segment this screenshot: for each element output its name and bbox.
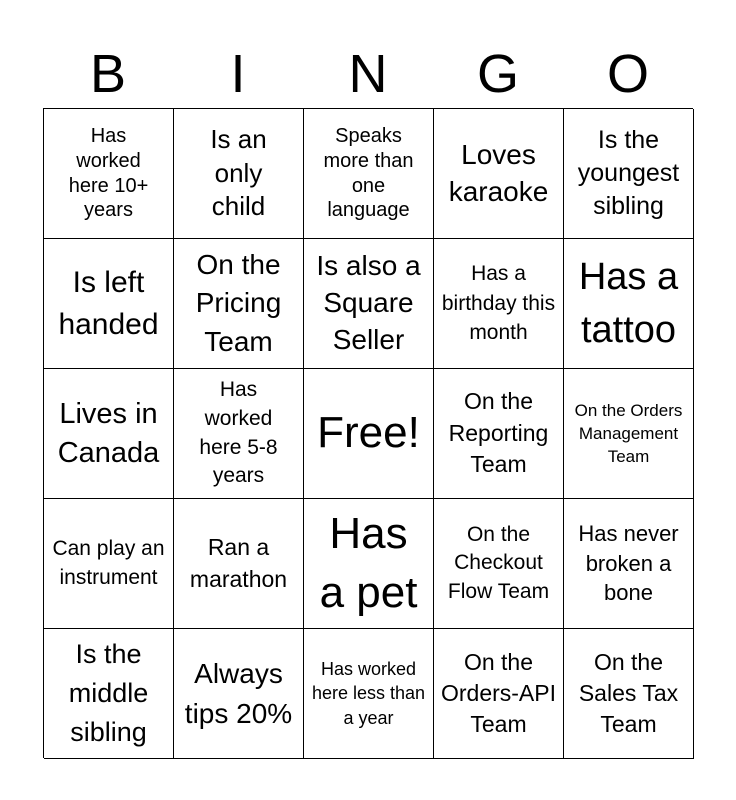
- bingo-cell-r3-c1[interactable]: [44, 369, 174, 499]
- cell-text: Has a tattoo: [578, 256, 679, 351]
- cell-text: Free!: [317, 408, 420, 458]
- cell-text: On the Checkout Flow Team: [447, 522, 550, 603]
- cell-text: Has worked here 10+ years: [68, 124, 149, 222]
- bingo-cell-r4-c4[interactable]: [434, 499, 564, 629]
- bingo-board: [43, 108, 693, 758]
- bingo-cell-r3-c5[interactable]: [564, 369, 694, 499]
- cell-text: On the Orders-API Team: [440, 649, 557, 737]
- bingo-cell-r1-c3[interactable]: [304, 109, 434, 239]
- cell-text: Has worked here 5-8 years: [199, 378, 278, 488]
- cell-text: Lives in Canada: [57, 398, 160, 469]
- cell-text: Is the youngest sibling: [577, 126, 680, 220]
- cell-text: Is an only child: [210, 123, 267, 222]
- header-letter-b: B: [89, 44, 127, 104]
- header-letter-n: N: [348, 44, 388, 104]
- cell-text: Has worked here less than a year: [311, 659, 426, 728]
- bingo-cell-r4-c1[interactable]: [44, 499, 174, 629]
- bingo-cell-r2-c3[interactable]: [304, 239, 434, 369]
- bingo-cell-r2-c5[interactable]: [564, 239, 694, 369]
- cell-text: On the Pricing Team: [195, 248, 282, 357]
- bingo-cell-r3-c4[interactable]: [434, 369, 564, 499]
- bingo-cell-r4-c3[interactable]: [304, 499, 434, 629]
- cell-text: Loves karaoke: [448, 139, 549, 207]
- cell-text: On the Orders Management Team: [574, 400, 683, 467]
- header-letter-g: G: [476, 44, 519, 104]
- cell-text: Has a pet: [319, 509, 418, 617]
- header-letter-i: I: [230, 44, 246, 104]
- bingo-cell-r4-c2[interactable]: [174, 499, 304, 629]
- bingo-cell-r3-c3[interactable]: [304, 369, 434, 499]
- bingo-cell-r1-c4[interactable]: [434, 109, 564, 239]
- header-letter-o: O: [606, 44, 649, 104]
- cell-text: Has a birthday this month: [441, 261, 556, 345]
- bingo-cell-r1-c5[interactable]: [564, 109, 694, 239]
- bingo-cell-r4-c5[interactable]: [564, 499, 694, 629]
- bingo-cell-r5-c2[interactable]: [174, 629, 304, 759]
- bingo-cell-r5-c5[interactable]: [564, 629, 694, 759]
- bingo-cell-r1-c2[interactable]: [174, 109, 304, 239]
- cell-text: Has never broken a bone: [578, 521, 679, 606]
- bingo-cell-r2-c2[interactable]: [174, 239, 304, 369]
- bingo-cell-r3-c2[interactable]: [174, 369, 304, 499]
- cell-text: Ran a marathon: [189, 534, 288, 592]
- cell-text: On the Sales Tax Team: [578, 649, 679, 737]
- bingo-cell-r5-c4[interactable]: [434, 629, 564, 759]
- bingo-cell-r5-c3[interactable]: [304, 629, 434, 759]
- bingo-cell-r1-c1[interactable]: [44, 109, 174, 239]
- cell-text: Always tips 20%: [184, 658, 293, 729]
- cell-text: On the Reporting Team: [448, 387, 549, 478]
- cell-text: Speaks more than one language: [323, 124, 414, 222]
- cell-text: Is left handed: [58, 266, 159, 341]
- bingo-cell-r2-c1[interactable]: [44, 239, 174, 369]
- cell-text: Is the middle sibling: [68, 638, 149, 748]
- bingo-cell-r5-c1[interactable]: [44, 629, 174, 759]
- bingo-cell-r2-c4[interactable]: [434, 239, 564, 369]
- cell-text: Can play an instrument: [52, 536, 165, 589]
- bingo-header: [43, 40, 693, 108]
- cell-text: Is also a Square Seller: [316, 250, 421, 355]
